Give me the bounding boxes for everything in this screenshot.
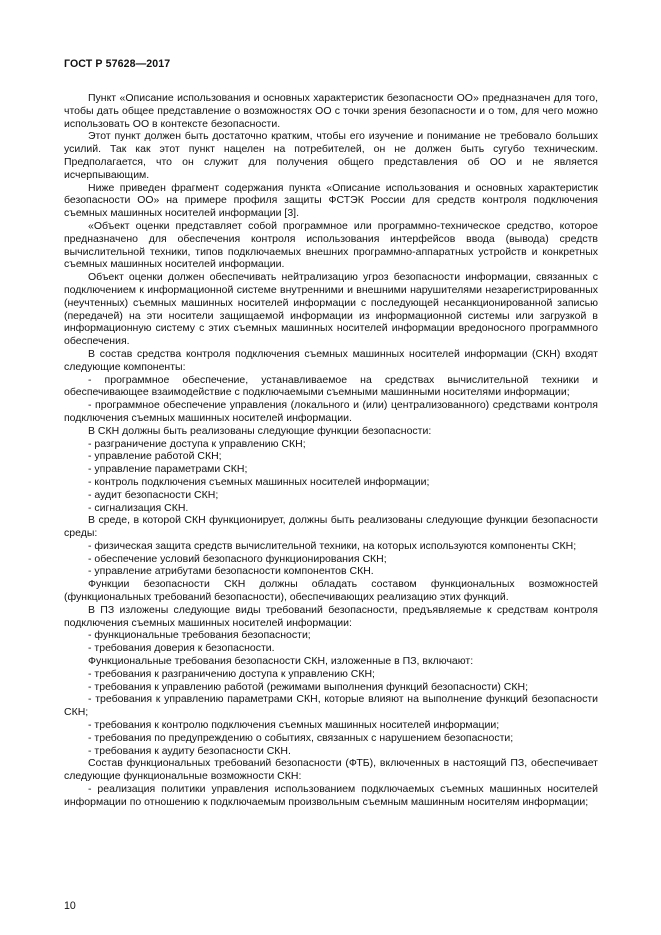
paragraph: Объект оценки должен обеспечивать нейтрализацию угроз безопасности информации, связанных с подключением к информационной системе внутренними и внешними нарушителями незарегистрированных (неучтенных) съемных машинных носителей информации с последующей несанкционированной записью (передачей) на эти носители защищаемой информации из информационной системы или загрузкой в информационную систему с этих съемных машинных носителей информации вредоносного программного обеспечения.: [64, 271, 598, 348]
list-item: - требования по предупреждению о событиях, связанных с нарушением безопасности;: [88, 731, 514, 744]
list-item: - управление атрибутами безопасности компонентов СКН.: [88, 565, 374, 578]
list-item: - разграничение доступа к управлению СКН;: [88, 437, 306, 450]
paragraph: В СКН должны быть реализованы следующие функции безопасности:: [88, 424, 432, 437]
list-item: - программное обеспечение, устанавливаемое на средствах вычислительной техники и обеспечивающее взаимодействие с подключаемыми съемными машинными носителями информации;: [64, 373, 598, 399]
list-item: - программное обеспечение управления (локального и (или) централизованного) средствами контроля подключения съемных машинных носителей информации.: [64, 399, 598, 424]
list-item: - требования к управлению параметрами СКН, которые влияют на выполнение функций безопасности СКН;: [64, 693, 598, 719]
list-item: - требования к аудиту безопасности СКН.: [88, 744, 291, 757]
document-header: ГОСТ Р 57628—2017: [64, 58, 171, 70]
list-item: - требования к управлению работой (режимами выполнения функций безопасности) СКН;: [88, 680, 528, 693]
list-item: - управление параметрами СКН;: [88, 463, 248, 476]
list-item: - контроль подключения съемных машинных носителей информации;: [88, 475, 430, 488]
list-item: - функциональные требования безопасности;: [88, 629, 311, 642]
list-item: - аудит безопасности СКН;: [88, 488, 219, 501]
document-body: [64, 92, 598, 809]
paragraph: Пункт «Описание использования и основных характеристик безопасности ОО» предназначен для того, чтобы дать общее представление о возможностях ОО с точки зрения безопасности и о том, для чего можно использовать ОО в контексте безопасности.: [64, 92, 598, 130]
list-item: - управление работой СКН;: [88, 450, 222, 463]
list-item: - сигнализация СКН.: [88, 501, 189, 514]
list-item: - требования доверия к безопасности.: [88, 642, 275, 655]
paragraph: В среде, в которой СКН функционирует, должны быть реализованы следующие функции безопасности среды:: [64, 514, 598, 540]
paragraph: Состав функциональных требований безопасности (ФТБ), включенных в настоящий ПЗ, обеспечивает следующие функциональные возможности СКН:: [64, 757, 598, 783]
paragraph: В ПЗ изложены следующие виды требований безопасности, предъявляемые к средствам контроля подключения съемных машинных носителей информации:: [64, 603, 598, 629]
list-item: - физическая защита средств вычислительной техники, на которых используются компоненты СКН;: [88, 539, 577, 552]
paragraph: Функции безопасности СКН должны обладать составом функциональных возможностей (функциональных требований безопасности), обеспечивающих реализацию этих функций.: [64, 578, 598, 604]
paragraph: В состав средства контроля подключения съемных машинных носителей информации (СКН) входят следующие компоненты:: [64, 347, 598, 373]
paragraph: Ниже приведен фрагмент содержания пункта «Описание использования и основных характеристик безопасности ОО» на примере профиля защиты ФСТЭК России для средств контроля подключения съемных машинных носителей информации [3].: [64, 181, 598, 220]
paragraph: Функциональные требования безопасности СКН, изложенные в ПЗ, включают:: [88, 655, 474, 668]
list-item: - требования к разграничению доступа к управлению СКН;: [88, 667, 375, 680]
paragraph: Этот пункт должен быть достаточно кратким, чтобы его изучение и понимание не требовало больших усилий. Так как этот пункт нацелен на потребителей, он не должен быть сугубо техническим. Предполагается, что он служит для получения общего представления об ОО и не является исчерпывающим.: [64, 130, 598, 181]
page-number: 10: [64, 900, 76, 912]
list-item: - обеспечение условий безопасного функционирования СКН;: [88, 552, 387, 565]
list-item: - требования к контролю подключения съемных машинных носителей информации;: [88, 719, 500, 732]
paragraph: «Объект оценки представляет собой программное или программно-техническое средство, которое предназначено для обеспечения контроля использования интерфейсов ввода (вывода) средств вычислительной техники, типов подключаемых внешних программно-аппаратных устройств и конкретных съемных машинных носителей информации.: [64, 219, 598, 271]
list-item: - реализация политики управления использованием подключаемых съемных машинных носителей информации по отношению к подключаемым произвольным съемным машинным носителям информации;: [64, 783, 598, 808]
